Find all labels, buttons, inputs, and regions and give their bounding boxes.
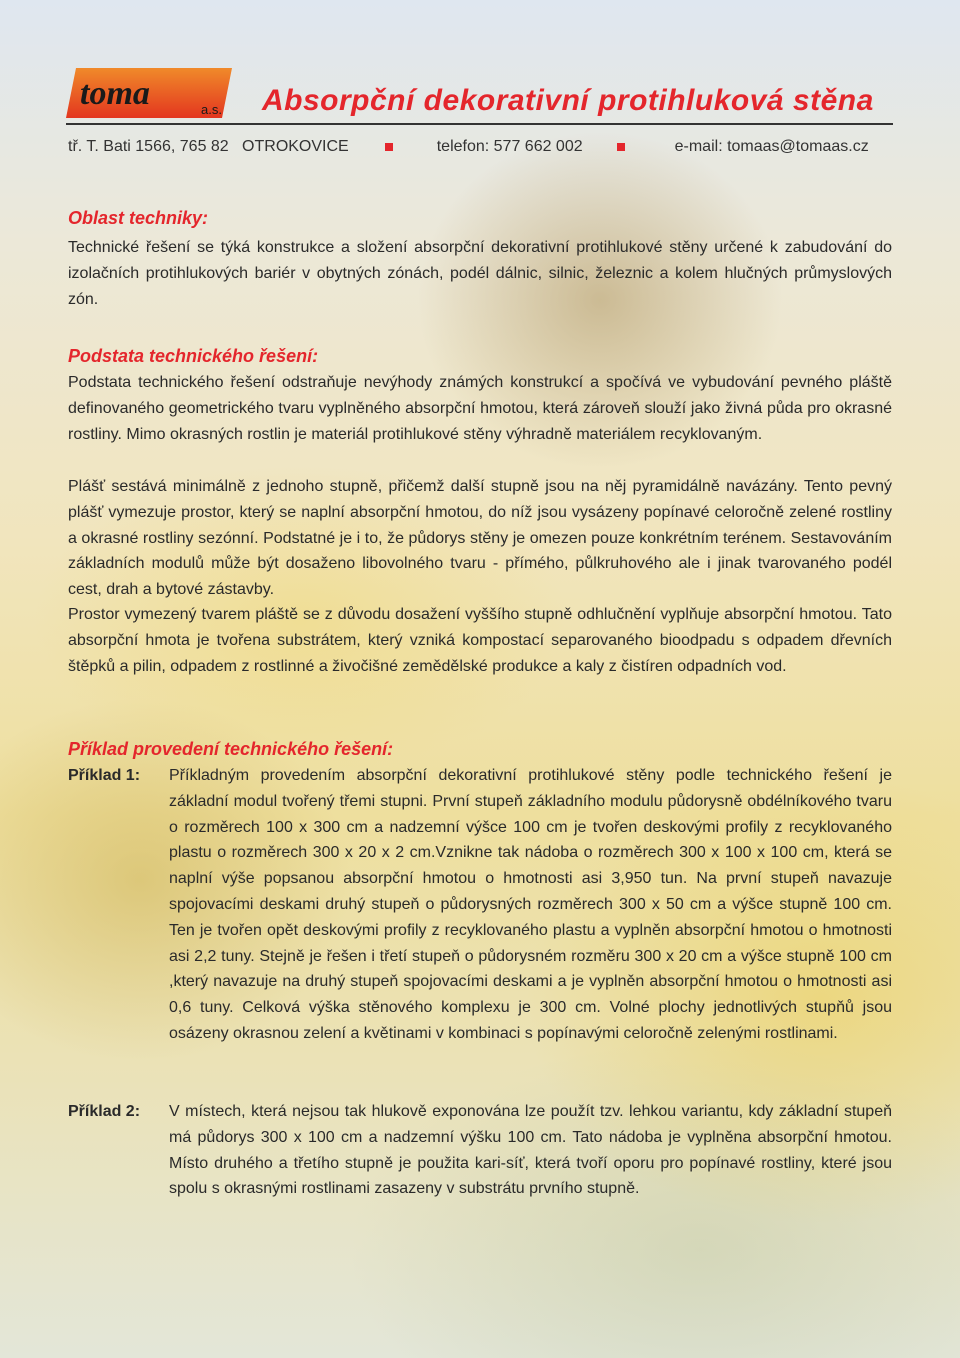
section-heading-field: Oblast techniky: [68,208,209,228]
toma-logo [66,68,232,118]
page-title: Absorpční dekorativní protihluková stěna [262,84,874,117]
essence-paragraph-1: Podstata technického řešení odstraňuje nevýhody známých konstrukcí a spočívá ve vybudování pevného pláště definovaného geometrického tvaru vyplněného absorpční hmotou, která zároveň slouží jako živná půda pro okrasné rostliny. Mimo okrasných rostlin je materiál protihlukové stěny výhradně materiálem recyklovaným. [68,374,892,443]
example-2-label: Příklad 2: [68,1103,141,1120]
example-1-text: Příkladným provedením absorpční dekorativní protihlukové stěny podle technického řešení je základní modul tvořený třemi stupni. První stupeň základního modulu půdorysně obdélníkového tvaru o rozměrech 100 x 300 cm a nadzemní výšce 100 cm je tvořen deskovými profily z recyklovaného plastu o rozměrech 300 x 20 x 2 cm.Vznikne tak nádoba o rozměrech 300 x 100 x 100 cm, která se naplní výše popsanou absorpční hmotou o hmotnosti asi 3,950 tun. Na první stupeň navazuje spojovacími deskami druhý stupeň o půdorysných rozměrech 300 x 50 cm a výšce stupně 100 cm. Ten je tvořen opět deskovými profily z recyklovaného plastu a vyplněn absorpční hmotou o hmotnosti asi 2,2 tuny. Stejně je řešen i třetí stupeň o půdorysném rozměru 300 x 20 cm a výšce stupně 100 cm ,který navazuje na druhý stupeň spojovacími deskami a je vyplněn absorpční hmotou o hmotnosti asi 0,6 tuny. Celková výška stěnového komplexu je 300 cm. Volné plochy jednotlivých stupňů jsou osázeny okrasnou zelení a květinami v kombinaci s popínavými celoročně zelenými rostlinami. [169,767,892,1042]
field-paragraph: Technické řešení se týká konstrukce a složení absorpční dekorativní protihlukové stěny určené k zabudování do izolačních protihlukových bariér v obytných zónách, podél dálnic, silnic, železnic a kolem hlučných průmyslových zón. [68,239,892,308]
essence-paragraph-2: Plášť sestává minimálně z jednoho stupně, přičemž další stupně jsou na něj pyramidálně navázány. Tento pevný plášť vymezuje prostor, který se naplní absorpční hmotou, do níž jsou vysázeny popínavé celoročně zelené rostliny a okrasné rostliny sezónní. Podstatné je i to, že půdorys stěny je omezen pouze konkrétním terénem. Sestavováním základních modulů může být dosaženo libovolného tvaru - přímého, půlkruhového ale i jinak tvarovaného podél cest, drah a bytové zástavby. [68,478,892,599]
phone-text: telefon: 577 662 002 [436,138,583,155]
header-divider [66,123,893,125]
bullet-square-icon [617,143,625,151]
bullet-square-icon [385,143,393,151]
example-2-text: V místech, která nejsou tak hlukově exponována lze použít tzv. lehkou variantu, kdy základní stupeň má půdorys 300 x 100 cm a nadzemní výšku 100 cm. Tato nádoba je vyplněna absorpční hmotou. Místo druhého a třetího stupně je použita kari-síť, která tvoří oporu pro popínavé rostliny, které jsou spolu s okrasnými rostlinami zasazeny v substrátu prvního stupně. [169,1103,892,1198]
example-1-label: Příklad 1: [68,767,141,784]
email-text: e-mail: tomaas@tomaas.cz [674,138,869,155]
section-heading-example: Příklad provedení technického řešení: [68,739,394,759]
section-heading-essence: Podstata technického řešení: [68,346,319,366]
address-text: tř. T. Bati 1566, 765 82 OTROKOVICE [68,138,349,155]
essence-paragraph-3: Prostor vymezený tvarem pláště se z důvodu dosažení vyššího stupně odhlučnění vyplňuje absorpční hmotou. Tato absorpční hmota je tvořena substrátem, který vzniká kompostací separovaného bioodpadu s odpadem dřevních štěpků a pilin, odpadem z rostlinné a živočišné zemědělské produkce a kaly z čistíren odpadních vod. [68,606,892,675]
svg-text:toma: toma [80,75,150,112]
contact-bar [68,137,894,157]
svg-text:a.s.: a.s. [201,102,222,117]
